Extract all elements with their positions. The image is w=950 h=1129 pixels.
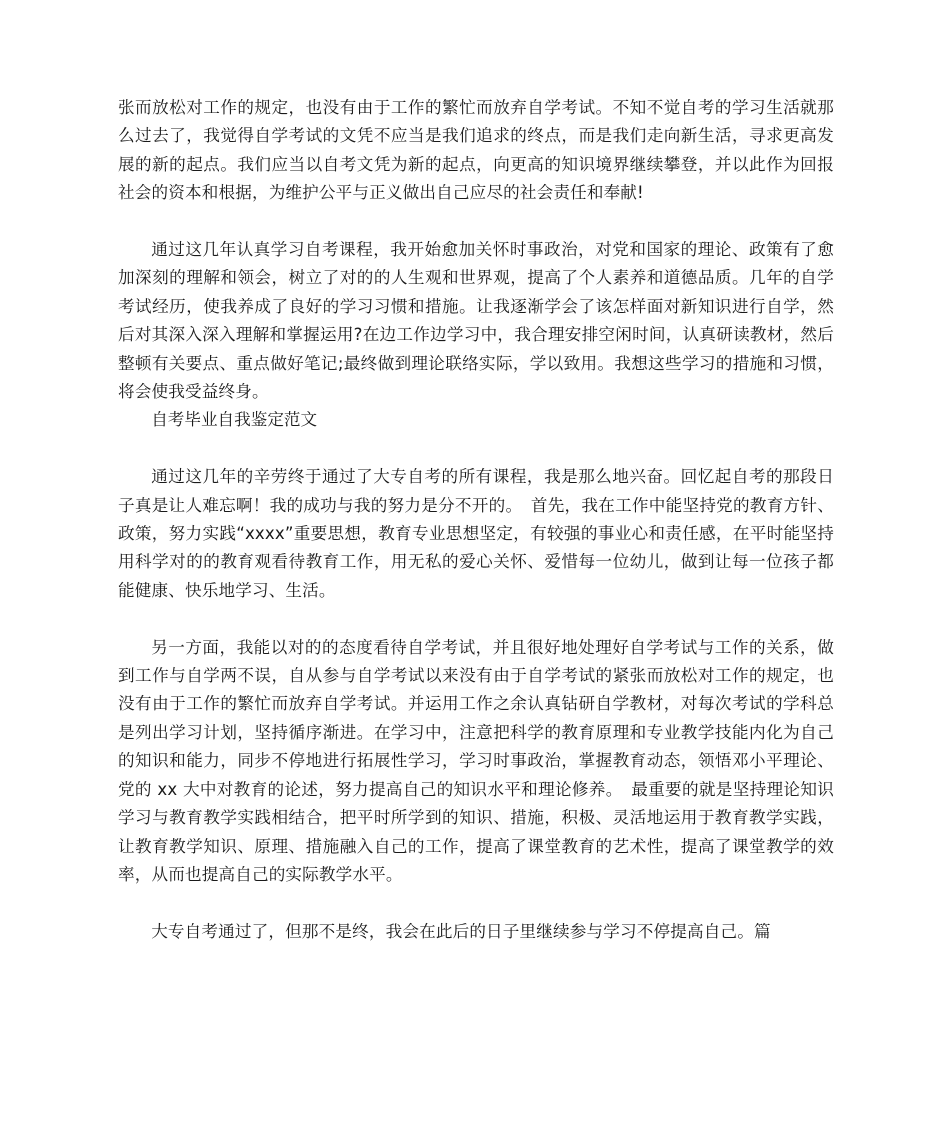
paragraph-attitude: 另一方面，我能以对的的态度看待自学考试，并且很好地处理好自学考试与工作的关系，做到工作与自学两不误，自从参与自学考试以来没有由于自学考试的紧张而放松对工作的规定，也没有由于工作的繁忙而放弃自学考试。并运用工作之余认真钻研自学教材，对每次考试的学科总是列出学习计划，坚持循序渐进。在学习中，注意把科学的教育原理和专业教学技能内化为自己的知识和能力，同步不停地进行拓展性学习，学习时事政治，掌握教育动态，领悟邓小平理论、党的 xx 大中对教育的论述，努力提高自己的知识水平和理论修养。 最重要的就是坚持理论知识学习与教育教学实践相结合，把平时所学到的知识、措施，积极、灵活地运用于教育教学实践，让教育教学知识、原理、措施融入自己的工作，提高了课堂教育的艺术性，提高了课堂教学的效率，从而也提高自己的实际教学水平。: [118, 637, 834, 884]
section-heading: 自考毕业自我鉴定范文: [151, 410, 318, 430]
paragraph-closing: 大专自考通过了，但那不是终，我会在此后的日子里继续参与学习不停提高自己。篇: [151, 921, 771, 941]
paragraph-continuation: 张而放松对工作的规定，也没有由于工作的繁忙而放弃自学考试。不知不觉自考的学习生活就那么过去了，我觉得自学考试的文凭不应当是我们追求的终点，而是我们走向新生活，寻求更高发展的新的起点。我们应当以自考文凭为新的起点，向更高的知识境界继续攀登，并以此作为回报社会的资本和根据，为维护公平与正义做出自己应尽的社会责任和奉献!: [118, 98, 834, 203]
paragraph-graduation: 通过这几年的辛劳终于通过了大专自考的所有课程，我是那么地兴奋。回忆起自考的那段日子真是让人难忘啊！我的成功与我的努力是分不开的。 首先，我在工作中能坚持党的教育方针、政策，努力实践“xxxx”重要思想，教育专业思想坚定，有较强的事业心和责任感，在平时能坚持用科学对的的教育观看待教育工作，用无私的爱心关怀、爱惜每一位幼儿，做到让每一位孩子都能健康、快乐地学习、生活。: [118, 467, 834, 600]
document-body: [118, 94, 834, 946]
paragraph-study-habits: 通过这几年认真学习自考课程，我开始愈加关怀时事政治，对党和国家的理论、政策有了愈加深刻的理解和领会，树立了对的的人生观和世界观，提高了个人素养和道德品质。几年的自学考试经历，使我养成了良好的学习习惯和措施。让我逐渐学会了该怎样面对新知识进行自学，然后对其深入深入理解和掌握运用?在边工作边学习中，我合理安排空闲时间，认真研读教材，然后整顿有关要点、重点做好笔记;最终做到理论联络实际，学以致用。我想这些学习的措施和习惯，将会使我受益终身。: [118, 240, 834, 402]
